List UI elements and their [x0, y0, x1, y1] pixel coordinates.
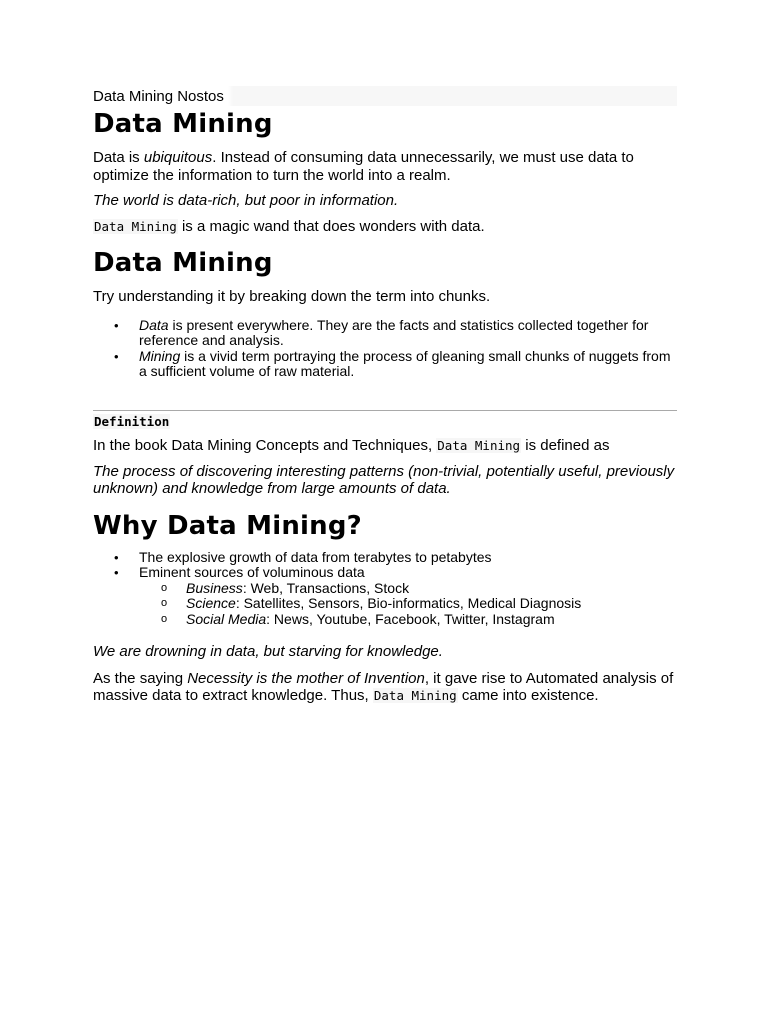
closing-paragraph	[93, 670, 677, 705]
definition-intro-start: In the book Data Mining Concepts and Techniques,	[93, 437, 437, 454]
sub-list-item	[139, 596, 677, 612]
why-bullet-list	[93, 550, 677, 628]
magic-wand-text: is a magic wand that does wonders with data.	[177, 217, 485, 235]
definition-intro-end: is defined as	[521, 437, 610, 454]
inline-code-data-mining: Data Mining	[437, 438, 521, 453]
sub-list-item	[139, 612, 677, 628]
list-item	[93, 349, 677, 380]
list-item	[93, 318, 677, 349]
sub-list-item	[139, 581, 677, 597]
bullet-text: Eminent sources of voluminous data	[139, 564, 365, 580]
closing-text-end: came into existence.	[457, 687, 599, 704]
sub-bullet-term: Science	[186, 595, 236, 611]
definition-label: Definition	[94, 413, 170, 429]
document-title: Data Mining Nostos	[93, 86, 677, 106]
bullet-text: is present everywhere. They are the facts and statistics collected together for reference and analysis.	[139, 316, 649, 348]
bullet-term: Data	[139, 316, 169, 333]
inline-code-data-mining: Data Mining	[94, 218, 177, 234]
intro-text-end: . Instead of consuming data unnecessarily, we must use data to optimize the information to turn the world into a realm.	[93, 149, 634, 184]
closing-text-middle: , it gave rise to Automated analysis of massive data to extract knowledge. Thus,	[93, 669, 674, 704]
definition-label-line	[93, 413, 677, 431]
section-heading-data-mining: Data Mining	[93, 109, 273, 139]
bullet-term: Mining	[139, 347, 181, 364]
section-heading-data-mining-2: Data Mining	[93, 248, 273, 278]
sub-bullet-text: : News, Youtube, Facebook, Twitter, Instagram	[266, 610, 555, 627]
sub-bullet-text: : Satellites, Sensors, Bio-informatics, Medical Diagnosis	[235, 595, 582, 611]
magic-wand-paragraph	[93, 218, 677, 236]
sub-bullet-term: Social Media	[186, 610, 267, 627]
sub-bullet-term: Business	[186, 579, 243, 596]
list-item	[93, 565, 677, 627]
data-rich-quote-text: The world is data-rich, but poor in information.	[93, 192, 399, 209]
document-page	[93, 86, 677, 705]
definition-intro	[93, 437, 677, 455]
closing-emphasis: Necessity is the mother of Invention	[187, 669, 425, 687]
data-rich-quote	[93, 192, 677, 210]
intro-emphasis: ubiquitous	[143, 149, 213, 166]
intro-text-start: Data is	[93, 149, 144, 166]
drowning-quote-text: We are drowning in data, but starving for knowledge.	[93, 643, 443, 660]
intro-paragraph	[93, 149, 677, 184]
definition-quote-text: The process of discovering interesting patterns (non-trivial, potentially useful, previously unknown) and knowledge from large amounts of data.	[93, 462, 675, 497]
sources-sub-list	[139, 581, 677, 628]
drowning-quote	[93, 643, 677, 661]
sub-bullet-text: : Web, Transactions, Stock	[242, 579, 410, 596]
horizontal-divider	[93, 410, 677, 411]
closing-text-start: As the saying	[93, 669, 188, 687]
section-heading-why-data-mining: Why Data Mining?	[93, 510, 362, 541]
bullet-text: is a vivid term portraying the process of gleaning small chunks of nuggets from a sufficient volume of raw material.	[139, 347, 671, 379]
chunks-intro: Try understanding it by breaking down the term into chunks.	[93, 288, 491, 305]
term-bullet-list	[93, 318, 677, 380]
definition-quote	[93, 463, 677, 498]
inline-code-data-mining: Data Mining	[373, 688, 457, 703]
list-item: • The explosive growth of data from terabytes to petabytes	[93, 550, 677, 566]
